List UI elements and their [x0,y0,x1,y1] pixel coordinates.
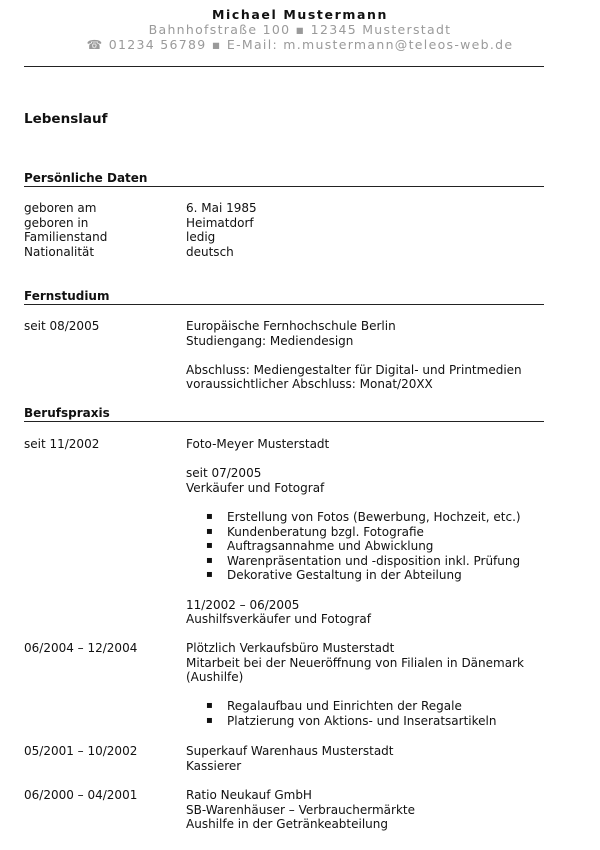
section-heading-personal: Persönliche Daten [24,171,544,187]
study-date: seit 08/2005 [24,319,100,333]
study-degree: Abschluss: Mediengestalter für Digital- und Printmedien [186,362,522,377]
list-item: ▪ Dekorative Gestaltung in der Abteilung [186,568,521,583]
job-company: Plötzlich Verkaufsbüro Musterstadt [186,641,395,655]
applicant-address: Bahnhofstraße 100 ▪ 12345 Musterstadt [148,22,452,37]
list-item: ▪ Platzierung von Aktions- und Inseratsartikeln [186,714,524,729]
value-birthdate: 6. Mai 1985 [186,201,257,215]
study-details [186,319,522,392]
job-since: seit 07/2005 [186,466,262,481]
job-period-2: 11/2002 – 06/2005 [186,597,300,612]
job-details [186,744,394,773]
job-description-2: Aushilfe in der Getränkeabteilung [186,817,389,832]
job-company: Foto-Meyer Musterstadt [186,437,330,451]
value-nationality: deutsch [186,244,234,259]
label-birthdate: geboren am [24,201,97,215]
section-heading-study: Fernstudium [24,289,544,305]
job-description: SB-Warenhäuser – Verbrauchermärkte [186,802,415,817]
list-item: ▪ Kundenberatung bzgl. Fotografie [186,525,521,540]
study-course: Studiengang: Mediendesign [186,333,354,348]
applicant-contact: ☎ 01234 56789 ▪ E-Mail: m.mustermann@teleos-web.de [86,37,514,52]
header-divider [24,66,544,67]
job-description-2: (Aushilfe) [186,670,244,685]
job-date: 06/2004 – 12/2004 [24,641,138,655]
job-company: Superkauf Warenhaus Musterstadt [186,744,394,758]
label-marital-status: Familienstand [24,230,108,245]
list-item: ▪ Warenpräsentation und -disposition inkl. Prüfung [186,554,521,569]
study-expected: voraussichtlicher Abschluss: Monat/20XX [186,377,433,392]
job-details [186,641,524,729]
job-date: seit 11/2002 [24,437,100,451]
personal-labels [24,201,107,259]
value-marital-status: ledig [186,230,216,245]
job-description: Mitarbeit bei der Neueröffnung von Filialen in Dänemark [186,655,524,670]
list-item: ▪ Regalaufbau und Einrichten der Regale [186,699,524,714]
applicant-name: Michael Mustermann [211,7,389,22]
resume-header [0,7,600,52]
document-title: Lebenslauf [24,111,108,127]
job-details [186,788,415,832]
personal-values [186,201,257,259]
label-birthplace: geboren in [24,215,89,230]
job-role-2: Aushilfsverkäufer und Fotograf [186,612,371,627]
list-item: ▪ Erstellung von Fotos (Bewerbung, Hochzeit, etc.) [186,510,521,525]
job-tasks-list [186,699,524,728]
job-tasks-list [186,510,521,583]
job-role: Verkäufer und Fotograf [186,480,325,495]
section-heading-practice: Berufspraxis [24,406,544,422]
label-nationality: Nationalität [24,244,95,259]
study-school: Europäische Fernhochschule Berlin [186,319,396,333]
job-role: Kassierer [186,758,242,773]
job-date: 06/2000 – 04/2001 [24,788,138,802]
job-company: Ratio Neukauf GmbH [186,788,312,802]
job-details [186,437,521,627]
job-date: 05/2001 – 10/2002 [24,744,138,758]
value-birthplace: Heimatdorf [186,215,254,230]
list-item: ▪ Auftragsannahme und Abwicklung [186,539,521,554]
